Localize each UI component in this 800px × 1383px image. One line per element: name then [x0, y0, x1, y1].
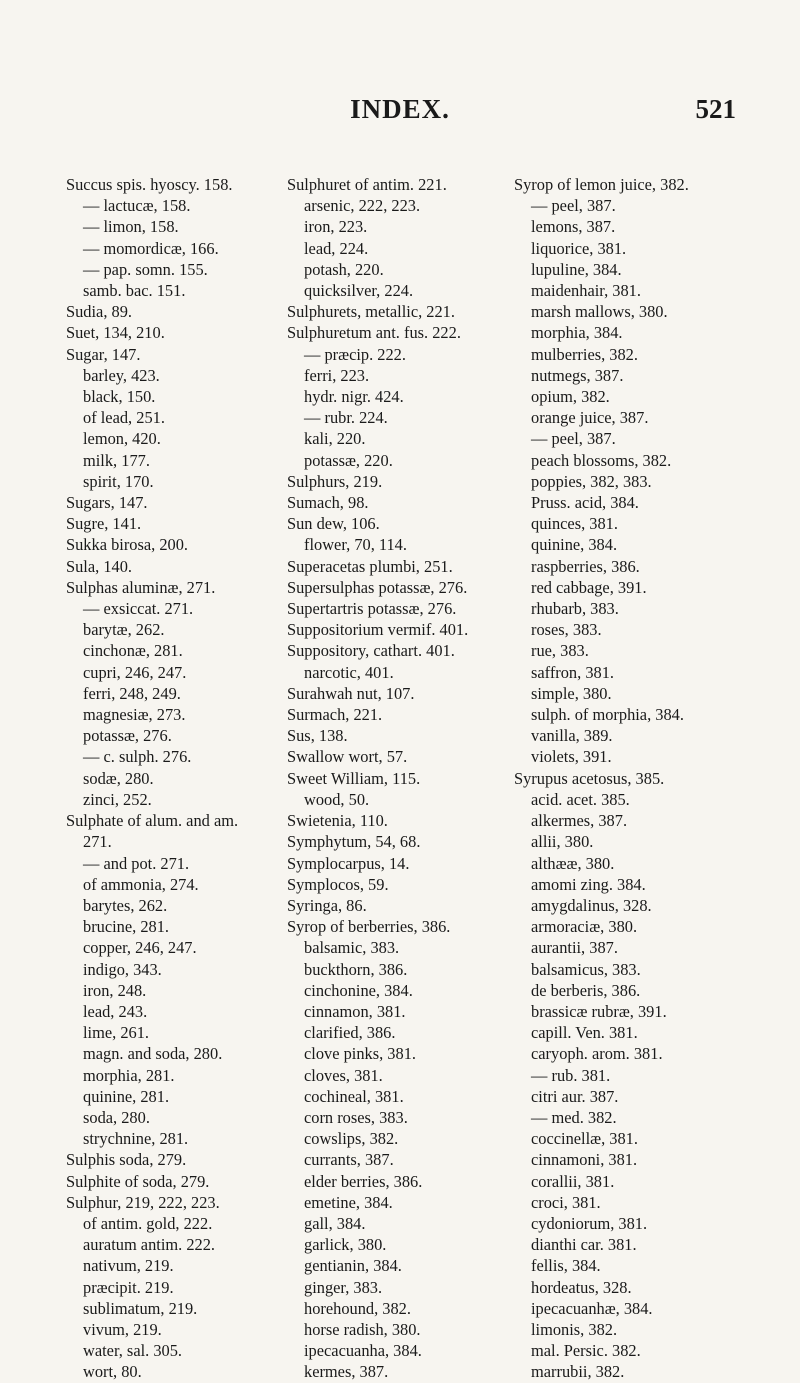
index-entry: Surmach, 221.: [287, 705, 383, 725]
index-subentry: horehound, 382.: [304, 1298, 411, 1318]
index-subentry: acid. acet. 385.: [531, 789, 630, 809]
index-subentry: Pruss. acid, 384.: [531, 493, 639, 513]
index-entry: Sun dew, 106.: [287, 514, 380, 534]
index-subentry: dianthi car. 381.: [531, 1235, 637, 1255]
index-subentry: rue, 383.: [531, 641, 589, 661]
page-title: INDEX.: [350, 94, 450, 124]
index-subentry: — peel, 387.: [531, 429, 616, 449]
index-subentry: magnesiæ, 273.: [83, 705, 186, 725]
index-subentry: allii, 380.: [531, 832, 594, 852]
index-subentry: strychnine, 281.: [83, 1129, 189, 1149]
index-subentry: citri aur. 387.: [531, 1086, 619, 1106]
index-entry: Symphytum, 54, 68.: [287, 832, 421, 852]
index-subentry: balsamicus, 383.: [531, 959, 641, 979]
index-entry: Syrupus acetosus, 385.: [514, 768, 665, 788]
index-subentry: of antim. gold, 222.: [83, 1213, 213, 1233]
index-subentry: brassicæ rubræ, 391.: [531, 1001, 667, 1021]
index-subentry: lead, 243.: [83, 1001, 148, 1021]
index-subentry: cinnamon, 381.: [304, 1001, 406, 1021]
index-entry: Symplocos, 59.: [287, 874, 389, 894]
index-entry: Sukka birosa, 200.: [66, 535, 189, 555]
index-subentry: — limon, 158.: [83, 217, 179, 237]
index-entry: Sumach, 98.: [287, 493, 369, 513]
index-subentry: copper, 246, 247.: [83, 938, 197, 958]
index-subentry: balsamic, 383.: [304, 938, 400, 958]
index-entry: Syrop of lemon juice, 382.: [514, 175, 689, 194]
index-subentry: arsenic, 222, 223.: [304, 196, 421, 216]
index-subentry: opium, 382.: [531, 387, 610, 407]
index-entry: Sugar, 147.: [66, 344, 141, 364]
index-subentry: — exsiccat. 271.: [83, 599, 194, 619]
index-entry: Symplocarpus, 14.: [287, 853, 410, 873]
index-entry: Sulphis soda, 279.: [66, 1150, 187, 1170]
index-subentry: hydr. nigr. 424.: [304, 387, 404, 407]
index-subentry: — peel, 387.: [531, 196, 616, 216]
index-subentry: lime, 261.: [83, 1023, 150, 1043]
index-subentry: orange juice, 387.: [531, 408, 649, 428]
index-subentry: elder berries, 386.: [304, 1171, 423, 1191]
index-subentry: præcipit. 219.: [83, 1277, 174, 1297]
index-subentry: emetine, 384.: [304, 1192, 393, 1212]
index-subentry: morphia, 281.: [83, 1065, 175, 1085]
index-subentry: barytes, 262.: [83, 895, 168, 915]
index-subentry: zinci, 252.: [83, 789, 152, 809]
index-entry: Sus, 138.: [287, 726, 348, 746]
index-column-3: [514, 174, 794, 1383]
index-subentry: — lactucæ, 158.: [83, 196, 191, 216]
index-subentry: croci, 381.: [531, 1192, 601, 1212]
index-subentry: roses, 383.: [531, 620, 602, 640]
index-subentry: quicksilver, 224.: [304, 281, 414, 301]
index-subentry: quinine, 384.: [531, 535, 618, 555]
index-subentry: marrubii, 382.: [531, 1362, 625, 1382]
index-subentry: narcotic, 401.: [304, 662, 394, 682]
index-entry: Swietenia, 110.: [287, 811, 388, 831]
index-subentry: red cabbage, 391.: [531, 577, 647, 597]
index-subentry: mal. Persic. 382.: [531, 1341, 641, 1361]
index-subentry: iron, 248.: [83, 980, 147, 1000]
index-subentry: cinnamoni, 381.: [531, 1150, 638, 1170]
index-subentry: cloves, 381.: [304, 1065, 383, 1085]
index-subentry: marsh mallows, 380.: [531, 302, 668, 322]
index-subentry: amygdalinus, 328.: [531, 895, 652, 915]
index-subentry: spirit, 170.: [83, 471, 154, 491]
index-subentry: lemons, 387.: [531, 217, 616, 237]
index-subentry: ginger, 383.: [304, 1277, 383, 1297]
index-subentry: nativum, 219.: [83, 1256, 174, 1276]
index-subentry: ferri, 223.: [304, 365, 370, 385]
index-subentry: of ammonia, 274.: [83, 874, 199, 894]
index-subentry: sodæ, 280.: [83, 768, 154, 788]
index-subentry: corn roses, 383.: [304, 1107, 408, 1127]
index-subentry: ferri, 248, 249.: [83, 683, 181, 703]
index-subentry: violets, 391.: [531, 747, 612, 767]
index-subentry: — and pot. 271.: [83, 853, 190, 873]
index-subentry: wort, 80.: [83, 1362, 142, 1382]
index-subentry: buckthorn, 386.: [304, 959, 408, 979]
index-subentry: lemon, 420.: [83, 429, 161, 449]
index-subentry: coccinellæ, 381.: [531, 1129, 638, 1149]
index-entry: Sula, 140.: [66, 556, 133, 576]
index-entry: Sweet William, 115.: [287, 768, 421, 788]
index-subentry: soda, 280.: [83, 1107, 150, 1127]
index-subentry: garlick, 380.: [304, 1235, 387, 1255]
index-subentry: horse radish, 380.: [304, 1319, 421, 1339]
index-subentry: mulberries, 382.: [531, 344, 638, 364]
index-subentry: cupri, 246, 247.: [83, 662, 187, 682]
index-subentry: de berberis, 386.: [531, 980, 641, 1000]
index-entry: Sulphuret of antim. 221.: [287, 175, 447, 194]
index-subentry: clove pinks, 381.: [304, 1044, 416, 1064]
index-subentry: black, 150.: [83, 387, 156, 407]
index-subentry: capill. Ven. 381.: [531, 1023, 638, 1043]
index-subentry: — med. 382.: [531, 1107, 617, 1127]
index-subentry: quinces, 381.: [531, 514, 618, 534]
index-entry: Suppository, cathart. 401.: [287, 641, 455, 661]
index-subentry: — momordicæ, 166.: [83, 238, 219, 258]
index-subentry: maidenhair, 381.: [531, 281, 641, 301]
index-subentry: magn. and soda, 280.: [83, 1044, 223, 1064]
index-subentry: armoraciæ, 380.: [531, 917, 638, 937]
index-subentry: flower, 70, 114.: [304, 535, 407, 555]
index-subentry: potash, 220.: [304, 259, 384, 279]
index-entry: Suet, 134, 210.: [66, 323, 165, 343]
index-subentry: clarified, 386.: [304, 1023, 396, 1043]
index-subentry: cinchonine, 384.: [304, 980, 413, 1000]
index-subentry: barytæ, 262.: [83, 620, 165, 640]
index-subentry: raspberries, 386.: [531, 556, 640, 576]
index-subentry: limonis, 382.: [531, 1319, 618, 1339]
index-subentry: peach blossoms, 382.: [531, 450, 672, 470]
index-subentry: of lead, 251.: [83, 408, 165, 428]
index-entry: Supersulphas potassæ, 276.: [287, 577, 468, 597]
index-entry: Suppositorium vermif. 401.: [287, 620, 469, 640]
index-subentry: rhubarb, 383.: [531, 599, 619, 619]
index-subentry: liquorice, 381.: [531, 238, 627, 258]
index-entry: Sulphurets, metallic, 221.: [287, 302, 455, 322]
index-subentry: brucine, 281.: [83, 917, 170, 937]
index-subentry: aurantii, 387.: [531, 938, 618, 958]
index-entry: Sulphate of alum. and am.: [66, 811, 239, 831]
index-entry: Sugre, 141.: [66, 514, 142, 534]
index-subentry: samb. bac. 151.: [83, 281, 186, 301]
index-subentry: auratum antim. 222.: [83, 1235, 216, 1255]
index-entry: Swallow wort, 57.: [287, 747, 408, 767]
index-subentry: poppies, 382, 383.: [531, 471, 652, 491]
index-subentry: saffron, 381.: [531, 662, 615, 682]
index-subentry: 271.: [83, 832, 112, 852]
index-entry: Sulphas aluminæ, 271.: [66, 577, 216, 597]
page-number: 521: [695, 94, 736, 124]
index-subentry: lead, 224.: [304, 238, 369, 258]
index-subentry: simple, 380.: [531, 683, 612, 703]
index-subentry: gentianin, 384.: [304, 1256, 402, 1276]
index-subentry: ipecacuanhæ, 384.: [531, 1298, 653, 1318]
index-subentry: — c. sulph. 276.: [83, 747, 192, 767]
index-subentry: sulph. of morphia, 384.: [531, 705, 684, 725]
index-subentry: potassæ, 220.: [304, 450, 393, 470]
index-subentry: water, sal. 305.: [83, 1341, 183, 1361]
page-header: [0, 94, 800, 134]
index-subentry: indigo, 343.: [83, 959, 162, 979]
index-entry: Syringa, 86.: [287, 895, 367, 915]
index-entry: Superacetas plumbi, 251.: [287, 556, 453, 576]
index-subentry: morphia, 384.: [531, 323, 623, 343]
index-subentry: quinine, 281.: [83, 1086, 170, 1106]
index-subentry: althææ, 380.: [531, 853, 615, 873]
index-subentry: currants, 387.: [304, 1150, 394, 1170]
index-subentry: wood, 50.: [304, 789, 370, 809]
index-subentry: cydoniorum, 381.: [531, 1213, 648, 1233]
index-entry: Syrop of berberries, 386.: [287, 917, 451, 937]
index-subentry: amomi zing. 384.: [531, 874, 646, 894]
index-entry: Sulphite of soda, 279.: [66, 1171, 210, 1191]
index-subentry: corallii, 381.: [531, 1171, 615, 1191]
index-subentry: nutmegs, 387.: [531, 365, 624, 385]
index-entry: Sugars, 147.: [66, 493, 148, 513]
index-entry: Surahwah nut, 107.: [287, 683, 415, 703]
index-entry: Sulphur, 219, 222, 223.: [66, 1192, 220, 1212]
index-entry: Sudia, 89.: [66, 302, 133, 322]
index-subentry: hordeatus, 328.: [531, 1277, 632, 1297]
index-subentry: gall, 384.: [304, 1213, 366, 1233]
index-subentry: ipecacuanha, 384.: [304, 1341, 422, 1361]
index-subentry: cochineal, 381.: [304, 1086, 404, 1106]
index-subentry: iron, 223.: [304, 217, 368, 237]
index-entry: Succus spis. hyoscy. 158.: [66, 175, 233, 194]
index-subentry: — rub. 381.: [531, 1065, 611, 1085]
index-subentry: barley, 423.: [83, 365, 160, 385]
index-subentry: vanilla, 389.: [531, 726, 613, 746]
index-subentry: milk, 177.: [83, 450, 150, 470]
index-subentry: — pap. somn. 155.: [83, 259, 208, 279]
index-subentry: potassæ, 276.: [83, 726, 172, 746]
index-subentry: — rubr. 224.: [304, 408, 388, 428]
index-subentry: vivum, 219.: [83, 1319, 162, 1339]
index-entry: Supertartris potassæ, 276.: [287, 599, 457, 619]
index-subentry: — præcip. 222.: [304, 344, 406, 364]
index-subentry: alkermes, 387.: [531, 811, 628, 831]
index-subentry: lupuline, 384.: [531, 259, 622, 279]
index-subentry: caryoph. arom. 381.: [531, 1044, 663, 1064]
index-entry: Sulphuretum ant. fus. 222.: [287, 323, 461, 343]
index-subentry: kermes, 387.: [304, 1362, 389, 1382]
index-column-1: [66, 174, 291, 1383]
index-subentry: sublimatum, 219.: [83, 1298, 198, 1318]
index-entry: Sulphurs, 219.: [287, 471, 383, 491]
index-column-2: [287, 174, 522, 1383]
index-subentry: cowslips, 382.: [304, 1129, 399, 1149]
index-subentry: fellis, 384.: [531, 1256, 601, 1276]
index-subentry: kali, 220.: [304, 429, 366, 449]
index-subentry: cinchonæ, 281.: [83, 641, 183, 661]
